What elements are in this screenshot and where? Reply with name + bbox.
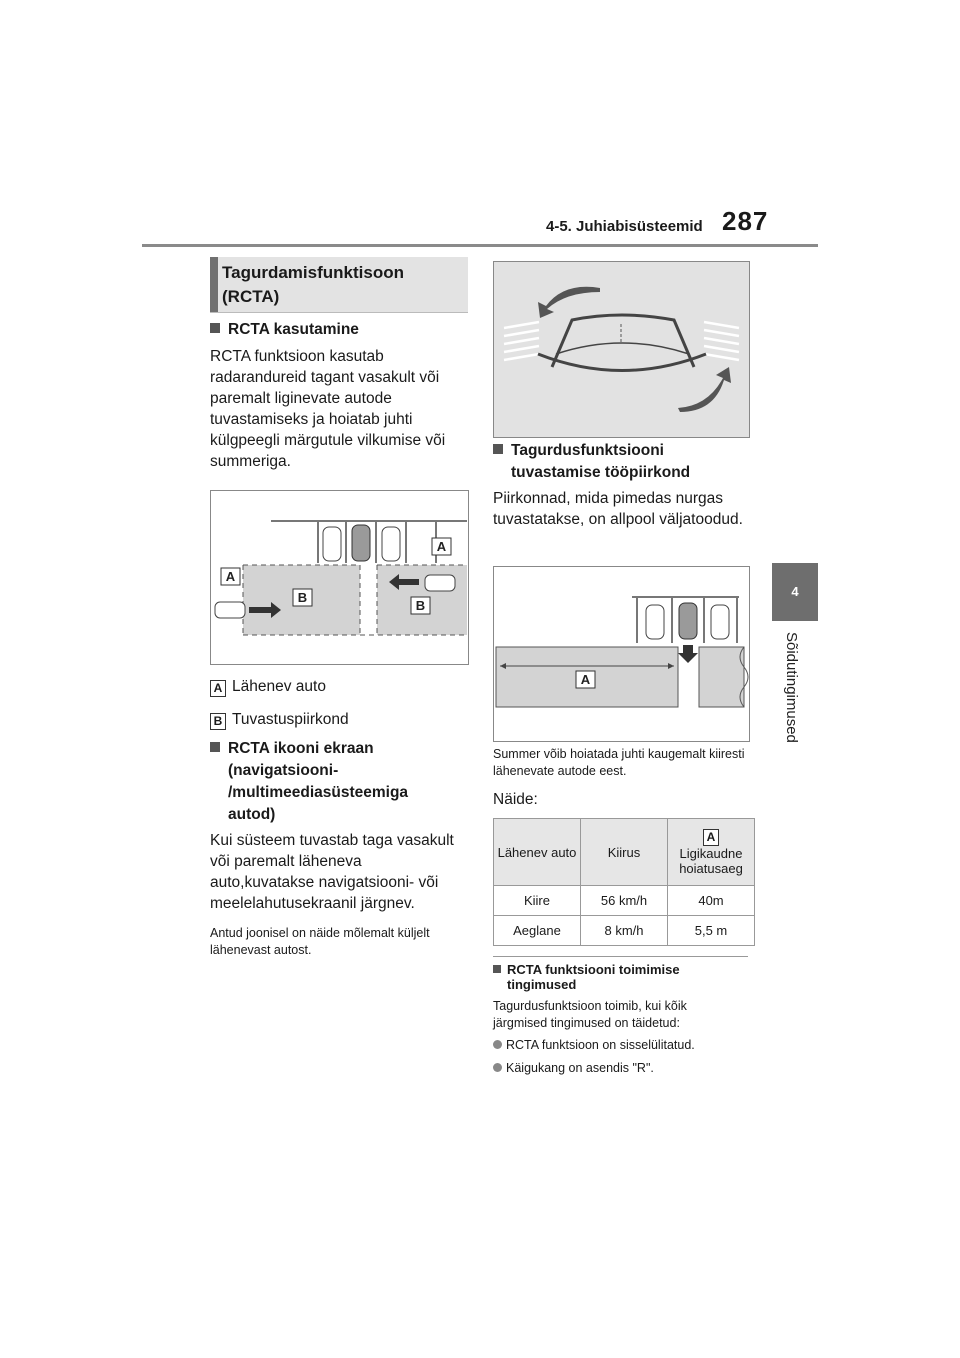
section-title: Tagurdamisfunktisoon (RCTA) (222, 263, 404, 306)
square-bullet-icon (210, 742, 220, 752)
table-header-time (668, 819, 755, 886)
condition-item-text: Käigukang on asendis "R". (506, 1061, 654, 1075)
icon-heading (210, 738, 450, 826)
square-bullet-icon (493, 444, 503, 454)
rcta-display-figure (493, 261, 750, 438)
range-text: Piirkonnad, mida pimedas nurgas tuvastatakse, on allpool väljatoodud. (493, 490, 743, 528)
square-bullet-icon (210, 323, 220, 333)
icon-text: Kui süsteem tuvastab taga vasakult või paremalt läheneva auto,kuvatakse navigatsiooni- või meelelahutusekraanil järgnev. (210, 832, 454, 912)
rcta-parking-figure (210, 490, 469, 665)
usage-text: RCTA funktsioon kasutab radarandureid tagant vasakult või paremalt liginevate autode tuvastamiseks ja hoiatab juhti külgpeegli märgutule vilkumise või summeriga. (210, 348, 446, 470)
divider (493, 956, 748, 957)
table-cell: 40m (668, 886, 755, 916)
header-divider (142, 244, 818, 247)
legend-item-b (210, 709, 349, 730)
conditions-heading (493, 962, 751, 992)
table-cell: Kiire (494, 886, 581, 916)
range-heading (493, 440, 751, 484)
table-header-time-text: Ligikaudne hoiatusaeg (679, 846, 743, 876)
legend-text-b: Tuvastuspiirkond (232, 711, 349, 728)
condition-item (493, 1037, 695, 1054)
figure-label-b-right: B (415, 598, 426, 613)
range-note: Summer võib hoiatada juhti kaugemalt kiiresti lähenevate autode eest. (493, 747, 745, 778)
page-number: 287 (722, 206, 769, 236)
table-cell: 56 km/h (581, 886, 668, 916)
condition-item-text: RCTA funktsioon on sisselülitatud. (506, 1038, 695, 1052)
legend-key-b: B (210, 713, 226, 730)
table-row (494, 916, 755, 946)
chapter-label: Sõidutingimused (783, 632, 800, 743)
figure-label-b-left: B (297, 590, 308, 605)
legend-text-a: Lähenev auto (232, 678, 326, 695)
table-row (494, 886, 755, 916)
legend-key-a: A (210, 680, 226, 697)
example-label: Näide: (493, 791, 538, 808)
table-header-key: A (703, 829, 719, 846)
usage-heading (210, 319, 470, 341)
figure-label-a-right: A (436, 539, 447, 554)
header-section-title: 4-5. Juhiabisüsteemid (546, 218, 703, 235)
table-cell: Aeglane (494, 916, 581, 946)
chapter-tab: 4 (772, 563, 818, 621)
square-bullet-icon (493, 965, 501, 973)
table-header-vehicle: Lähenev auto (494, 819, 581, 886)
conditions-heading-text: RCTA funktsiooni toimimise tingimused (507, 962, 680, 992)
range-heading-text: Tagurdusfunktsiooni tuvastamise tööpiirkond (511, 442, 691, 481)
condition-item (493, 1060, 654, 1077)
conditions-text: Tagurdusfunktsioon toimib, kui kõik järgmised tingimused on täidetud: (493, 999, 687, 1030)
table-cell: 5,5 m (668, 916, 755, 946)
detection-range-figure (493, 566, 750, 742)
icon-note: Antud joonisel on näide mõlemalt küljelt lähenevast autost. (210, 926, 430, 957)
figure-label-a-range: A (580, 672, 591, 687)
table-cell: 8 km/h (581, 916, 668, 946)
section-heading-bar (210, 257, 218, 312)
icon-heading-text: RCTA ikooni ekraan (navigatsiooni- /multimeediasüsteemiga autod) (228, 740, 409, 823)
table-header-speed: Kiirus (581, 819, 668, 886)
figure-label-a-left: A (225, 569, 236, 584)
round-bullet-icon (493, 1040, 502, 1049)
legend-item-a (210, 676, 326, 697)
warning-table (493, 818, 755, 946)
round-bullet-icon (493, 1063, 502, 1072)
usage-heading-text: RCTA kasutamine (228, 321, 359, 338)
